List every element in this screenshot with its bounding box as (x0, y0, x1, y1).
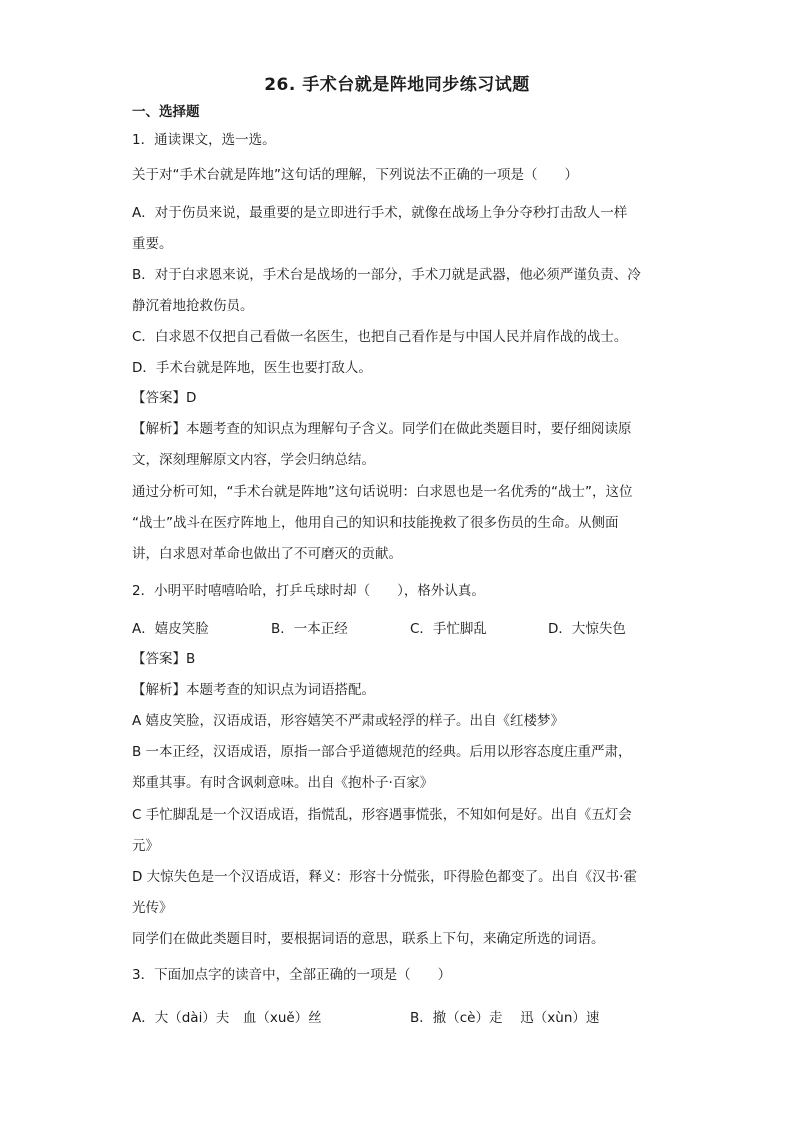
q1-option-b: B．对于白求恩来说，手术台是战场的一部分，手术刀就是武器，他必须严谨负责、冷 (132, 267, 641, 283)
q1-analysis: 文，深刻理解原文内容，学会归纳总结。 (132, 452, 375, 468)
q1-analysis: 【解析】本题考查的知识点为理解句子含义。同学们在做此类题目时，要仔细阅读原 (132, 421, 632, 437)
q1-answer: 【答案】D (132, 390, 197, 406)
q2-option-c: C．手忙脚乱 (410, 621, 487, 637)
q2-answer: 【答案】B (132, 651, 196, 667)
q1-option-c: C．白求恩不仅把自己看做一名医生，也把自己看作是与中国人民并肩作战的战士。 (132, 329, 628, 345)
q2-analysis: 元》 (132, 838, 159, 854)
q2-analysis: 同学们在做此类题目时，要根据词语的意思，联系上下句，来确定所选的词语。 (132, 931, 605, 947)
q1-option-b-cont: 静沉着地抢救伤员。 (132, 298, 254, 314)
q2-option-a: A．嬉皮笑脸 (132, 621, 209, 637)
page-title: 26. 手术台就是阵地同步练习试题 (264, 75, 530, 95)
q2-option-b: B．一本正经 (271, 621, 348, 637)
q1-option-d: D．手术台就是阵地，医生也要打敌人。 (132, 360, 372, 376)
q3-option-b: B．撤（cè）走 迅（xùn）速 (410, 1010, 600, 1026)
q1-analysis: “战士”战斗在医疗阵地上，他用自己的知识和技能挽救了很多伤员的生命。从侧面 (132, 515, 619, 531)
q2-analysis: 光传》 (132, 900, 173, 916)
q2-analysis: B 一本正经，汉语成语，原指一部合乎道德规范的经典。后用以形容态度庄重严肃， (132, 744, 632, 760)
q2-analysis: 郑重其事。有时含讽刺意味。出自《抱朴子·百家》 (132, 775, 434, 791)
q2-stem: 2．小明平时嘻嘻哈哈，打乒乓球时却（ ），格外认真。 (132, 583, 485, 599)
q1-option-a-cont: 重要。 (132, 236, 173, 252)
q2-option-d: D．大惊失色 (548, 621, 626, 637)
q2-analysis: C 手忙脚乱是一个汉语成语，指慌乱，形容遇事慌张，不知如何是好。出自《五灯会 (132, 807, 632, 823)
q1-analysis: 通过分析可知，“手术台就是阵地”这句话说明：白求恩也是一名优秀的“战士”，这位 (132, 484, 633, 500)
section-heading: 一、选择题 (132, 104, 200, 120)
q1-analysis: 讲，白求恩对革命也做出了不可磨灭的贡献。 (132, 546, 402, 562)
q3-stem: 3．下面加点字的读音中，全部正确的一项是（ ） (132, 967, 452, 983)
q1-prompt: 关于对“手术台就是阵地”这句话的理解，下列说法不正确的一项是（ ） (132, 167, 578, 183)
q2-analysis: 【解析】本题考查的知识点为词语搭配。 (132, 682, 375, 698)
q3-option-a: A．大（dài）夫 血（xuě）丝 (132, 1010, 322, 1026)
q2-analysis: A 嬉皮笑脸，汉语成语，形容嬉笑不严肃或轻浮的样子。出自《红楼梦》 (132, 713, 565, 729)
q1-stem: 1．通读课文，选一选。 (132, 132, 276, 148)
q2-analysis: D 大惊失色是一个汉语成语，释义：形容十分慌张，吓得脸色都变了。出自《汉书·霍 (132, 869, 637, 885)
q1-option-a: A．对于伤员来说，最重要的是立即进行手术，就像在战场上争分夺秒打击敌人一样 (132, 205, 628, 221)
